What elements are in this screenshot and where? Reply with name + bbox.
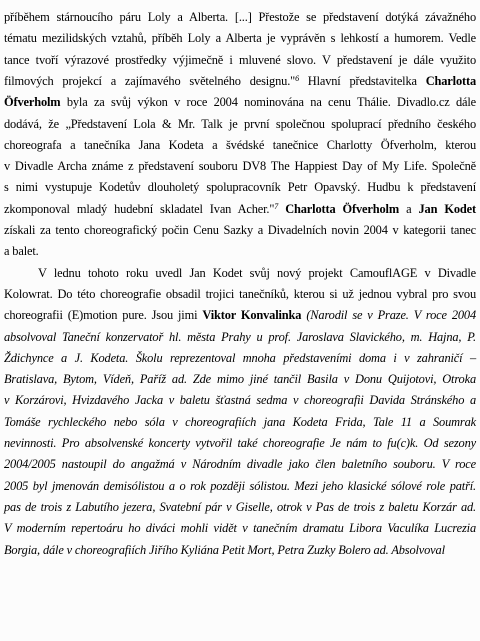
paragraph-1-line xyxy=(4,223,476,237)
paragraph-1-line xyxy=(4,159,476,173)
text-run: Kolowrat. Do této choreografie obsadil trojici tanečníků, kterou si už jednou vybral pro svou xyxy=(4,286,476,301)
italic-text: (Narodil se v Praze. V roce 2004 xyxy=(301,308,476,323)
text-run: Hlavní představitelka xyxy=(298,73,426,88)
italic-text: nevinnosti. Pro absolvenské koncerty vytvořil také choreografie Je nám to fu(c)k. Od sezony xyxy=(4,436,476,450)
italic-text: absolvoval Taneční konzervatoř hl. města Prahy u prof. Jaroslava Slavického, m. Hajna, P. xyxy=(4,329,476,344)
italic-text: 2005 byl jmenován demisólistou a o rok později sólistou. Mezi jeho klasické sólové role patří. xyxy=(4,478,476,493)
italic-text: Borgia, dále v choreografiích Jiřího Kyliána Petit Mort, Petra Zuzky Bolero ad. Absolvoval xyxy=(4,542,445,557)
text-run: v Divadle Archa známe z představení souboru DV8 The Happiest Day of My Life. Společně xyxy=(4,159,476,174)
paragraph-1-line xyxy=(4,74,476,88)
italic-text: Bratislava, Bytom, Vídeň, Paříž ad. Zde mimo jiné tančil Basila v Donu Quijotovi, Otroka xyxy=(4,372,476,387)
text-run: zkomponoval mladý hudební skladatel Ivan Acher." xyxy=(4,201,275,216)
footnote-reference: 6 xyxy=(295,73,299,83)
italic-text: v Korzárovi, Hvizdavého Jacka v baletu šťastná sedma v choreografii Davida Stránského a xyxy=(4,393,476,408)
paragraph-2-line xyxy=(4,543,476,557)
paragraph-2-line xyxy=(4,372,476,386)
bold-name: Jan Kodet xyxy=(418,201,476,216)
paragraph-2-line xyxy=(4,521,476,535)
paragraph-1-line xyxy=(4,180,476,194)
bold-name: Öfverholm xyxy=(4,95,61,110)
italic-text: Tomáše rychleckého nebo sóla v choreografiích jana Kodeta Frida, Tale 11 a Soumrak xyxy=(4,414,476,429)
text-run: a balet. xyxy=(4,244,39,259)
bold-name: Charlotta xyxy=(425,73,476,88)
italic-text: pas de trois z Labutího jezera, Svatební pár v Giselle, otrok v Pas de trois z baletu Korzár ad. xyxy=(4,499,476,514)
footnote-reference: 7 xyxy=(274,201,279,211)
paragraph-2-line xyxy=(4,457,476,471)
paragraph-1-line xyxy=(4,202,476,216)
text-run: tématu mezilidských vztahů, příběh Loly a Alberta je vyprávěn s lehkostí a humorem. Vedle xyxy=(4,31,476,46)
text-run: získali za tento choreografický počin Cenu Sazky a Divadelních novin 2004 v kategorii tanec xyxy=(4,223,476,237)
paragraph-2-line xyxy=(4,500,476,514)
paragraph-1-line xyxy=(4,138,476,152)
paragraph-1-line xyxy=(4,10,476,24)
paragraph-2-line xyxy=(4,330,476,344)
paragraph-2-line xyxy=(4,351,476,365)
italic-text: Ždichynce a J. Kodeta. Školu reprezentoval mnoha představeními doma i v zahraničí – xyxy=(4,350,476,365)
paragraph-2-line xyxy=(4,479,476,493)
text-run: byla za svůj výkon v roce 2004 nominována na cenu Thálie. Divadlo.cz dále xyxy=(60,95,476,110)
paragraph-1-line xyxy=(4,95,476,109)
text-run: V lednu tohoto roku uvedl Jan Kodet svůj nový projekt CamouflAGE v Divadle xyxy=(38,265,476,280)
text-run: choreografa a tanečníka Jana Kodeta a švédské tanečnice Charlotty Öfverholm, kterou xyxy=(4,137,476,152)
paragraph-2-line xyxy=(4,415,476,429)
paragraph-2-line xyxy=(4,308,476,322)
bold-name: Viktor Konvalinka xyxy=(202,308,302,323)
text-run: s nimi vystupuje Kodetův dlouholetý spolupracovník Petr Opavský. Hudbu k představení xyxy=(4,180,476,195)
paragraph-1-line xyxy=(4,117,476,131)
italic-text: V moderním repertoáru ho diváci mohli vidět v tanečním dramatu Libora Vaculíka Lucrezia xyxy=(4,521,476,536)
paragraph-2-line xyxy=(38,266,476,280)
text-run: a xyxy=(399,201,419,216)
text-run: příběhem stárnoucího páru Loly a Alberta. [...] Přestože se představení dotýká závažného xyxy=(4,10,476,24)
text-run: tance tvoří výrazové prostředky výjimečně i mluvené slovo. V představení je dále využito xyxy=(4,52,476,67)
paragraph-2-line xyxy=(4,287,476,301)
bold-name: Charlotta Öfverholm xyxy=(285,201,400,216)
paragraph-1-line xyxy=(4,31,476,45)
text-run: filmových projekcí a zajímavého světelného designu." xyxy=(4,73,296,88)
text-run: choreografii (E)motion pure. Jsou jimi xyxy=(4,308,203,323)
text-run: dodává, že „Představení Lola & Mr. Talk je první společnou spoluprací předního českého xyxy=(4,116,476,131)
paragraph-2-line xyxy=(4,393,476,407)
paragraph-1-line xyxy=(4,244,476,258)
italic-text: 2004/2005 nastoupil do angažmá v Národním divadle jako člen baletního souboru. V roce xyxy=(4,457,476,472)
paragraph-1-line xyxy=(4,53,476,67)
paragraph-2-line xyxy=(4,436,476,450)
